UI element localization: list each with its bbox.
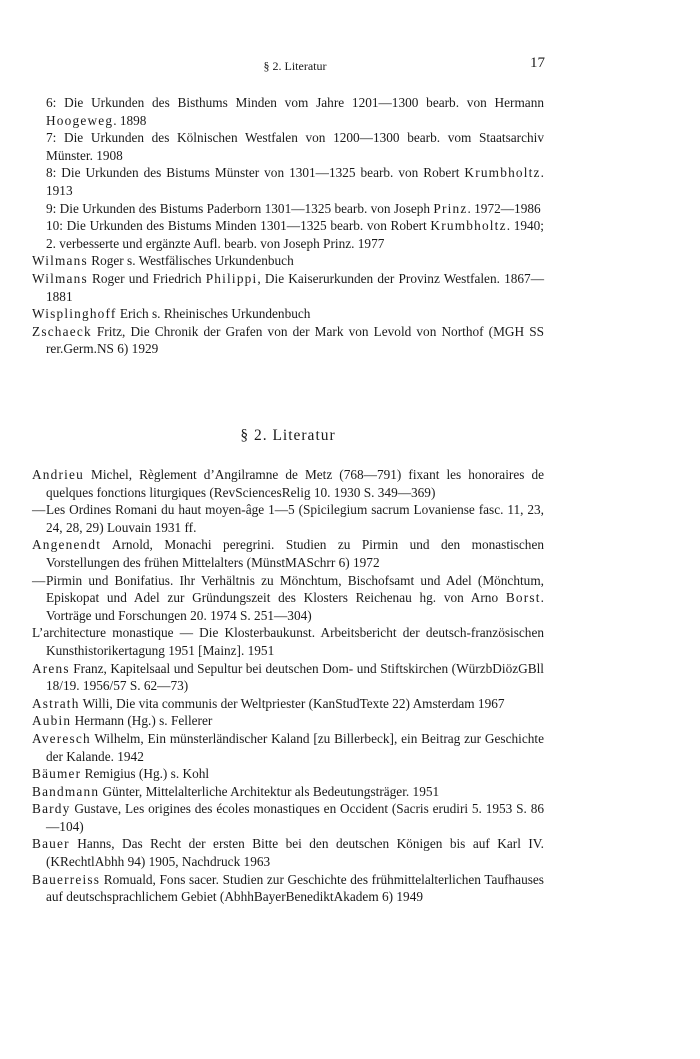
- section-heading: § 2. Literatur: [240, 427, 336, 444]
- source-subentry: 8: Die Urkunden des Bistums Münster von 1301—1325 bearb. von Robert Krumbholtz. 1913: [46, 165, 544, 198]
- literature-entry: Aubin Hermann (Hg.) s. Fellerer: [32, 713, 213, 729]
- running-title: § 2. Literatur: [263, 59, 327, 73]
- source-entry: Wilmans Roger s. Westfälisches Urkundenbuch: [32, 253, 294, 269]
- literature-list: [32, 466, 544, 906]
- literature-entry: Astrath Willi, Die vita communis der Weltpriester (KanStudTexte 22) Amsterdam 1967: [32, 695, 505, 711]
- page-number: 17: [530, 55, 545, 71]
- source-subentry: 7: Die Urkunden des Kölnischen Westfalen von 1200—1300 bearb. vom Staatsarchiv Münster. 1908: [46, 130, 544, 163]
- sources-list: [32, 94, 544, 358]
- literature-entry: Bardy Gustave, Les origines des écoles monastiques en Occident (Sacris erudiri 5. 1953 S. 86—104): [32, 801, 544, 834]
- literature-entry: —Pirmin und Bonifatius. Ihr Verhältnis zu Mönchtum, Bischofsamt und Adel (Mönchtum, Episkopat und Adel zur Gründungszeit des Klosters Reichenau hg. von Arno Borst. Vorträge und Forschungen 20. 1974 S. 251—304): [32, 572, 544, 623]
- source-entry: Zschaeck Fritz, Die Chronik der Grafen von der Mark von Levold von Northof (MGH SS rer.Germ.NS 6) 1929: [32, 323, 544, 357]
- literature-entry: Andrieu Michel, Règlement d’Angilramne de Metz (768—791) fixant les honoraires de quelques fonctions liturgiques (RevSciencesRelig 10. 1930 S. 349—369): [32, 467, 544, 500]
- literature-entry: Averesch Wilhelm, Ein münsterländischer Kaland [zu Billerbeck], ein Beitrag zur Geschichte der Kalande. 1942: [32, 730, 544, 764]
- literature-entry: —Les Ordines Romani du haut moyen-âge 1—5 (Spicilegium sacrum Lovaniense fasc. 11, 23, 24, 28, 29) Louvain 1931 ff.: [32, 502, 544, 535]
- source-subentry: 6: Die Urkunden des Bisthums Minden vom Jahre 1201—1300 bearb. von Hermann Hoogeweg. 1898: [46, 95, 544, 128]
- source-entry: Wilmans Roger und Friedrich Philippi, Die Kaiserurkunden der Provinz Westfalen. 1867—1881: [32, 270, 544, 304]
- source-subentry: 9: Die Urkunden des Bistums Paderborn 1301—1325 bearb. von Joseph Prinz. 1972—1986: [46, 200, 541, 216]
- literature-entry: Arens Franz, Kapitelsaal und Sepultur bei deutschen Dom- und Stiftskirchen (WürzbDiözGBll 18/19. 1956/57 S. 62—73): [32, 660, 544, 694]
- literature-entry: Bandmann Günter, Mittelalterliche Architektur als Bedeutungsträger. 1951: [32, 783, 440, 799]
- literature-entry: Bäumer Remigius (Hg.) s. Kohl: [32, 766, 210, 782]
- source-entry: Wisplinghoff Erich s. Rheinisches Urkundenbuch: [32, 306, 311, 322]
- literature-entry: Bauerreiss Romuald, Fons sacer. Studien zur Geschichte des frühmittelalterlichen Taufhauses auf deutschsprachlichem Gebiet (AbhhBayerBenediktAkadem 6) 1949: [32, 871, 544, 905]
- running-head: [0, 55, 700, 77]
- literature-entry: Bauer Hanns, Das Recht der ersten Bitte bei den deutschen Königen bis auf Karl IV. (KRechtlAbhh 94) 1905, Nachdruck 1963: [32, 836, 544, 870]
- source-subentry: 10: Die Urkunden des Bistums Minden 1301—1325 bearb. von Robert Krumbholtz. 1940; 2. verbesserte und ergänzte Aufl. bearb. von Joseph Prinz. 1977: [46, 218, 544, 251]
- literature-entry: Angenendt Arnold, Monachi peregrini. Studien zu Pirmin und den monastischen Vorstellungen des frühen Mittelalters (MünstMASchrr 6) 1972: [32, 537, 544, 570]
- literature-entry: L’architecture monastique — Die Klosterbaukunst. Arbeitsbericht der deutsch-französischen Kunsthistorikertagung 1951 [Mainz]. 1951: [32, 625, 544, 658]
